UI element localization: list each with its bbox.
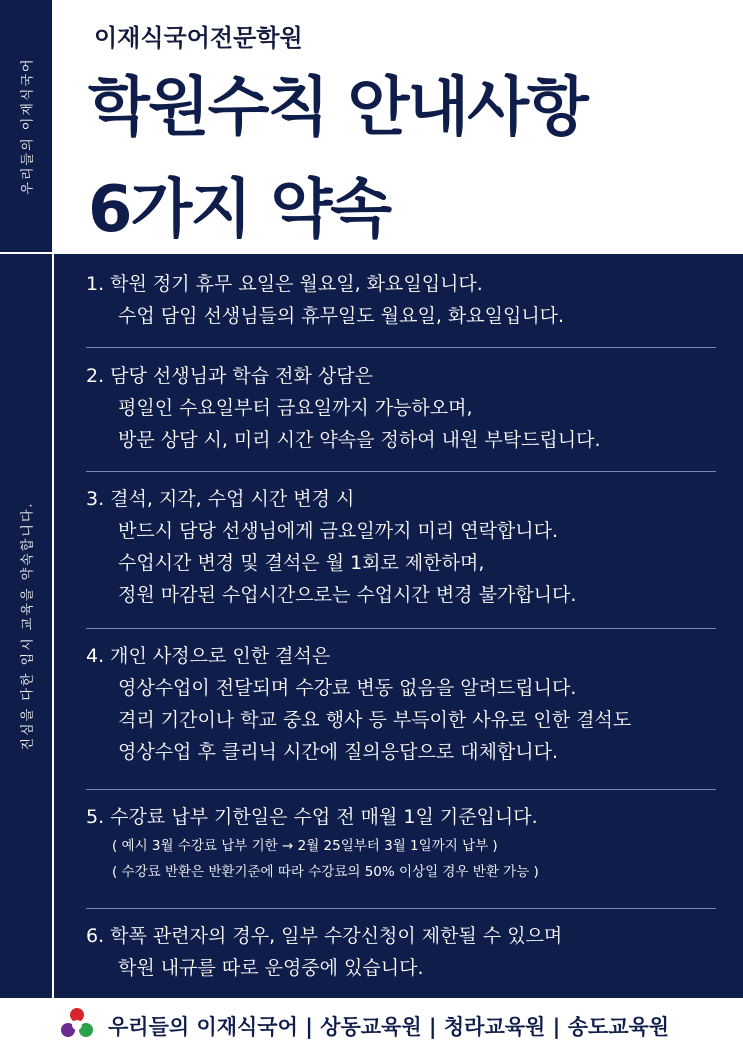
rule-5-note-2: ( 수강료 반환은 반환기준에 따라 수강료의 50% 이상일 경우 반환 가능 ): [112, 864, 539, 880]
sidebar-top: [0, 0, 52, 252]
rule-5-line-1: 5. 수강료 납부 기한일은 수업 전 매월 1일 기준입니다.: [86, 806, 538, 828]
rule-3-line-1: 3. 결석, 지각, 수업 시간 변경 시: [86, 488, 355, 510]
rule-2-line-3: 방문 상담 시, 미리 시간 약속을 정하여 내원 부탁드립니다.: [118, 429, 601, 451]
rule-item-2: [86, 360, 726, 456]
rule-2-line-2: 평일인 수요일부터 금요일까지 가능하오며,: [118, 397, 473, 419]
rule-3-line-4: 정원 마감된 수업시간으로는 수업시간 변경 불가합니다.: [118, 584, 577, 606]
rule-2-line-1: 2. 담당 선생님과 학습 전화 상담은: [86, 365, 373, 387]
rule-1-line-2: 수업 담임 선생님들의 휴무일도 월요일, 화요일입니다.: [118, 305, 565, 327]
header: [54, 0, 743, 252]
sidebar-bottom: [0, 254, 52, 998]
academy-logo-icon: [60, 1006, 94, 1042]
rules-panel: [54, 254, 743, 998]
rule-6-line-2: 학원 내규를 따로 운영중에 있습니다.: [118, 957, 424, 979]
rule-3-line-3: 수업시간 변경 및 결석은 월 1회로 제한하며,: [118, 552, 485, 574]
divider: [86, 471, 716, 472]
divider: [86, 789, 716, 790]
rule-5-note-1: ( 예시 3월 수강료 납부 기한 → 2월 25일부터 3월 1일까지 납부 ): [112, 838, 498, 854]
rule-6-line-1: 6. 학폭 관련자의 경우, 일부 수강신청이 제한될 수 있으며: [86, 925, 563, 947]
footer-branches: 우리들의 이재식국어 | 상동교육원 | 청라교육원 | 송도교육원: [108, 1015, 670, 1039]
rule-4-line-1: 4. 개인 사정으로 인한 결석은: [86, 645, 331, 667]
rule-4-line-2: 영상수업이 전달되며 수강료 변동 없음을 알려드립니다.: [118, 677, 577, 699]
rule-item-4: [86, 640, 726, 768]
divider: [86, 628, 716, 629]
rule-4-line-4: 영상수업 후 클리닉 시간에 질의응답으로 대체합니다.: [118, 741, 559, 763]
page-title: 학원수칙 안내사항: [88, 71, 587, 145]
rule-item-3: [86, 483, 726, 611]
rule-1-line-1: 1. 학원 정기 휴무 요일은 월요일, 화요일입니다.: [86, 273, 483, 295]
divider: [86, 908, 716, 909]
rule-item-6: [86, 920, 726, 984]
rule-4-line-3: 격리 기간이나 학교 중요 행사 등 부득이한 사유로 인한 결석도: [118, 709, 632, 731]
footer: [0, 998, 743, 1050]
divider: [86, 347, 716, 348]
rule-item-1: [86, 268, 726, 332]
rule-3-line-2: 반드시 담당 선생님에게 금요일까지 미리 연락합니다.: [118, 520, 559, 542]
sidebar-slogan: 진심을 다한 입시 교육을 약속합니다.: [20, 501, 36, 751]
page-subtitle: 6가지 약속: [88, 173, 391, 247]
rule-item-5: [86, 801, 726, 885]
academy-name: 이재식국어전문학원: [94, 24, 303, 52]
sidebar-top-text: 우리들의 이재식국어: [20, 57, 36, 195]
